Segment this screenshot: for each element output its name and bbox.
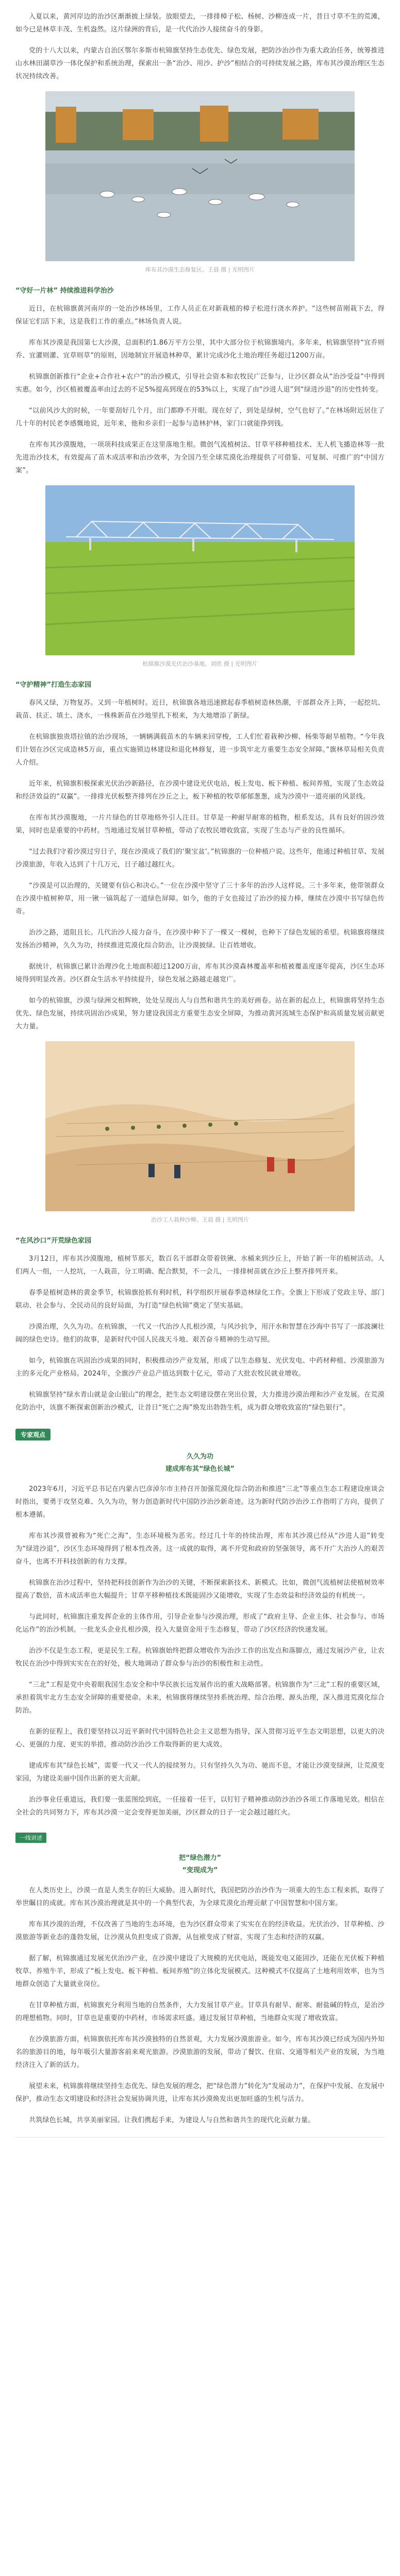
section-guard-spirit xyxy=(15,679,385,1224)
expert-title-line: 建成库布其“绿色长城” xyxy=(165,1465,235,1473)
wetland-birds-photo xyxy=(45,91,355,261)
paragraph: 展望未来，杭锦旗将继续坚持生态优先、绿色发展的理念，把“绿色潜力”转化为“发展动力”，在保护中发展、在发展中保护，推动生态文明建设和经济社会发展协调共进，让库布其沙漠焕发出更加旺盛的生机与活力。 xyxy=(15,2082,385,2103)
paragraph: 近日，在杭锦旗黄河南岸的一处治沙林场里，工作人员正在对新栽植的樟子松进行浇水养护。“这些树苗刚栽下去，得保证它们活下来，这是我们工作的重点。”林场负责人说。 xyxy=(15,305,385,326)
paragraph: 治沙事业任重道远，我们要一张蓝图绘到底，一任接着一任干，以钉钉子精神推动防沙治沙各项工作落地见效。相信在全社会的共同努力下，库布其沙漠一定会变得更加美丽，沙区群众的日子一定会越过越红火。 xyxy=(15,1796,385,1817)
expert-section xyxy=(15,1422,385,1819)
paragraph: 杭锦旗在治沙过程中，坚持把科技创新作为治沙的关键，不断探索新技术、新模式。比如，微创气流植树法使植树效率提高了数倍，苗木成活率也大幅提升；甘草平移种植技术既能固沙又能增收，实现了生态效益和经济效益的有机统一。 xyxy=(15,1579,385,1600)
section-heading: “守好一片林” 持续推进科学治沙 xyxy=(15,287,114,295)
paragraph: 春风又绿，万物复苏。又到一年植树时。近日，杭锦旗各地迅速掀起春季植树造林热潮，干部群众齐上阵，一起挖坑、栽苗、扶正、填土、浇水，一株株新苗在沙地里扎下根来，为大地增添了新绿。 xyxy=(15,699,385,720)
paragraph: 治沙不仅是生态工程，更是民生工程。杭锦旗始终把群众增收作为治沙工作的出发点和落脚点，通过发展沙产业，让农牧民在治沙中得到实实在在的好处，极大地调动了群众参与治沙的积极性和主动性。 xyxy=(15,1647,385,1668)
section-windsand xyxy=(15,1235,385,1414)
paragraph: 共筑绿色长城，共享美丽家园。让我们携起手来，为建设人与自然和谐共生的现代化贡献力量。 xyxy=(29,2116,315,2124)
expert-title-line: 久久为功 xyxy=(186,1453,213,1461)
paragraph: 库布其沙漠是我国第七大沙漠，总面积约1.86万平方公里，其中大部分位于杭锦旗境内。多年来，杭锦旗坚持“宜乔则乔、宜灌则灌、宜草则草”的原则，因地制宜开展造林种草，累计完成沙化土地治理任务超过1200万亩。 xyxy=(15,339,385,360)
paragraph: “过去我们守着沙漠过穷日子，现在沙漠成了我们的‘聚宝盆’。”杭锦旗的一位种植户说。这些年，他通过种植甘草、发展沙漠旅游，年收入达到了十几万元，日子越过越红火。 xyxy=(15,848,385,869)
paragraph: “三北”工程是党中央着眼我国生态安全和中华民族长远发展作出的重大战略部署。杭锦旗作为“三北”工程的重要区域，承担着筑牢北方生态安全屏障的重要使命。未来，杭锦旗将继续坚持系统治理、综合治理、源头治理，深入推进荒漠化综合防治。 xyxy=(15,1681,385,1715)
paragraph: 沙漠治理，久久为功。在杭锦旗，一代又一代治沙人扎根沙漠，与风沙抗争，用汗水和智慧在沙海中书写了一部波澜壮阔的绿色史诗。他们的故事，是新时代中国人民战天斗地、艰苦奋斗精神的生动写照。 xyxy=(15,1323,385,1344)
paragraph: 据统计，杭锦旗已累计治理沙化土地面积超过1200万亩，库布其沙漠森林覆盖率和植被覆盖度逐年提高，沙区生态环境得到明显改善。沙区群众生活水平持续提升，绿色发展之路越走越宽广。 xyxy=(15,963,385,984)
paragraph: 杭锦旗创新推行“企业+合作社+农户”的治沙模式，引导社会资本和农牧民广泛参与，让沙区群众从“治沙受益”中得到实惠。如今，沙区植被覆盖率由过去的不足5%提高到现在的53%以上，实现了由“沙进人退”到“绿进沙退”的历史性转变。 xyxy=(15,373,385,394)
paragraph: 在人类历史上，沙漠一直是人类生存的巨大威胁。进入新时代，我国把防沙治沙作为一项重大的生态工程来抓，取得了举世瞩目的成就。库布其沙漠治理就是其中的一个典型代表，为全球荒漠化治理贡献了中国智慧和中国方案。 xyxy=(15,1887,385,1907)
paragraph: 在新的征程上，我们要坚持以习近平新时代中国特色社会主义思想为指导，深入贯彻习近平生态文明思想，以更大的决心、更强的力度、更实的举措，推动防沙治沙工作取得新的更大成效。 xyxy=(15,1728,385,1749)
desert-planting-photo xyxy=(45,1041,355,1211)
paragraph: 与此同时，杭锦旗注重发挥企业的主体作用，引导企业参与沙漠治理，形成了“政府主导、企业主体、社会参与、市场化运作”的治沙机制。一批龙头企业扎根沙漠，投入大量资金用于生态修复，带动了沙区经济的快速发展。 xyxy=(15,1613,385,1634)
irrigation-field-photo xyxy=(45,485,355,655)
paragraph: 在甘草种植方面，杭锦旗充分利用当地的自然条件，大力发展甘草产业。甘草具有耐旱、耐寒、耐盐碱的特点，是治沙的理想植物。同时，甘草也是重要的中药材，市场需求旺盛。通过发展甘草种植，当地群众实现了增收致富。 xyxy=(15,2002,385,2022)
paragraph: 杭锦旗坚持“绿水青山就是金山银山”的理念，把生态文明建设摆在突出位置，大力推进沙漠治理和沙产业发展。在荒漠化防治中，该旗不断探索创新治沙模式，让昔日“死亡之海”焕发出勃勃生机，成为群众增收致富的“绿色银行”。 xyxy=(15,1391,385,1412)
paragraph: 3月12日，库布其沙漠腹地，植树节那天，数百名干部群众带着铁锹、水桶来到沙丘上，开始了新一年的植树活动。人们两人一组，一人挖坑，一人栽苗，分工明确、配合默契，不一会儿，一排排树苗就在沙丘上整齐排列开来。 xyxy=(15,1255,385,1276)
paragraph: 入夏以来，黄河岸边的治沙区渐渐披上绿装。放眼望去，一排排樟子松、杨树、沙柳连成一片，昔日寸草不生的荒滩，如今已是林草丰茂、生机盎然。这片绿洲的背后，是一代代治沙人接续奋斗的身影。 xyxy=(15,13,385,33)
photo-caption: 治沙工人栽种沙柳。王晨 摄 | 光明图片 xyxy=(151,1216,249,1223)
paragraph: 如今，杭锦旗在巩固治沙成果的同时，积极推动沙产业发展，形成了以生态修复、光伏发电、中药材种植、沙漠旅游为主的多元化产业格局。2024年，全旗沙产业总产值达到数十亿元，带动了大批农牧民就业增收。 xyxy=(15,1357,385,1378)
paragraph: 如今的杭锦旗，沙漠与绿洲交相辉映，处处呈现出人与自然和谐共生的美好画卷。站在新的起点上，杭锦旗将坚持生态优先、绿色发展，持续巩固治沙成果，努力建设我国北方重要生态安全屏障，为推动黄河流域生态保护和高质量发展贡献更大力量。 xyxy=(15,997,385,1030)
paragraph: 在库布其沙漠腹地，一项项科技成果正在这里落地生根。微创气流植树法、甘草平移种植技术、无人机飞播造林等一批先进治沙技术，有效提高了苗木成活率和治沙效率，为全国乃至全球荒漠化治理提供了可借鉴、可复制、可推广的“中国方案”。 xyxy=(15,441,385,474)
paragraph: 库布其沙漠曾被称为“死亡之海”，生态环境极为恶劣。经过几十年的持续治理，库布其沙漠已经从“沙进人退”转变为“绿进沙退”，沙区生态环境得到了根本性改善。这一成就的取得，离不开党和政府的坚强领导，离不开广大治沙人的艰苦奋斗，也离不开科技创新的有力支撑。 xyxy=(15,1532,385,1566)
paragraph: 近年来，杭锦旗积极探索光伏治沙新路径，在沙漠中建设光伏电站，板上发电、板下种植、板间养殖，实现了生态效益和经济效益的“双赢”。一排排光伏板整齐排列在沙丘之上，板下种植的牧草郁郁葱葱，成为沙漠中一道亮丽的风景线。 xyxy=(15,780,385,801)
paragraph: 建成库布其“绿色长城”，需要一代又一代人的接续努力。只有坚持久久为功、驰而不息，才能让沙漠变绿洲，让荒漠变家园，为建设美丽中国作出新的更大贡献。 xyxy=(15,1762,385,1783)
commentary-title-line: “变现成为” xyxy=(182,1867,218,1874)
paragraph: 在杭锦旗独贵塔拉镇的治沙现场，一辆辆满载苗木的车辆来回穿梭，工人们忙着栽种沙柳、杨柴等耐旱植物。“今年我们计划在沙区完成造林5万亩，重点实施锁边林建设和退化林修复，进一步筑牢北方重要生态安全屏障。”旗林草局相关负责人介绍。 xyxy=(15,733,385,767)
expert-badge: 专家观点 xyxy=(15,1429,51,1440)
paragraph: 春季是植树造林的黄金季节，杭锦旗抢抓有利时机，科学组织开展春季造林绿化工作。全旗上下形成了党政主导、部门联动、社会参与、全民动员的良好局面，为打造“绿色杭锦”奠定了坚实基础。 xyxy=(15,1289,385,1310)
commentary-section xyxy=(15,1827,385,2127)
section-heading: “在风沙口”开荒绿色家园 xyxy=(15,1237,92,1245)
commentary-title-line: 把“绿色潜力” xyxy=(178,1854,222,1862)
commentary-label: 一线讲述 xyxy=(15,1833,46,1843)
paragraph: 库布其沙漠的治理，不仅改善了当地的生态环境，也为沙区群众带来了实实在在的经济收益。光伏治沙、甘草种植、沙漠旅游等新业态的蓬勃发展，让沙漠从负担变成了资源，从包袱变成了财富，实现了生态和经济的双赢。 xyxy=(15,1921,385,1941)
paragraph: 在库布其沙漠腹地，一片片绿色的甘草地格外引人注目。甘草是一种耐旱耐寒的植物，根系发达，具有良好的固沙效果，同时也是重要的中药材。当地通过发展甘草种植，带动了农牧民增收致富，实现了生态与产业的良性循环。 xyxy=(15,814,385,835)
paragraph: “以前风沙大的时候，一年要刮好几个月，出门都睁不开眼。现在好了，到处是绿树，空气也好了。”在林场附近居住了几十年的村民老李感慨地说，近年来，他和乡亲们一起参与造林护林，家门口就能挣到钱。 xyxy=(15,407,385,428)
photo-caption: 杭锦旗沙漠光伏治沙基地。刘欣 摄 | 光明图片 xyxy=(142,660,258,667)
paragraph: 在沙漠旅游方面，杭锦旗依托库布其沙漠独特的自然景观，大力发展沙漠旅游业。如今，库布其沙漠已经成为国内外知名的旅游目的地，每年吸引大量游客前来观光旅游。沙漠旅游的发展，带动了餐饮、住宿、交通等相关产业的发展，为当地经济注入了新的活力。 xyxy=(15,2036,385,2069)
paragraph: “沙漠是可以治理的，关键要有信心和决心。”一位在沙漠中坚守了三十多年的治沙人这样说。三十多年来，他带领群众在沙漠中植树种草，用一锹一镐筑起了一道绿色屏障。如今，他的子女也接过了治沙的接力棒，继续在沙漠中书写绿色传奇。 xyxy=(15,882,385,916)
paragraph: 治沙之路，道阻且长。几代治沙人接力奋斗，在沙漠中种下了一棵又一棵树，也种下了绿色发展的希望。杭锦旗将继续发扬治沙精神，久久为功，持续推进荒漠化综合防治，让沙漠披绿、让百姓增收。 xyxy=(15,929,385,950)
section-keep-forest xyxy=(15,285,385,668)
paragraph: 2023年6月，习近平总书记在内蒙古巴彦淖尔市主持召开加强荒漠化综合防治和推进“三北”等重点生态工程建设座谈会时指出，要勇于攻坚克难、久久为功，努力创造新时代中国防沙治沙新奇迹。这为新时代防沙治沙工作指明了方向，提供了根本遵循。 xyxy=(15,1485,385,1519)
paragraph: 党的十八大以来，内蒙古自治区鄂尔多斯市杭锦旗坚持生态优先、绿色发展，把防沙治沙作为重大政治任务，统筹推进山水林田湖草沙一体化保护和系统治理，探索出一条“治沙、用沙、护沙”相结合的可持续发展之路，库布其沙漠治理区生态状况持续改善。 xyxy=(15,47,385,80)
commentary-title xyxy=(15,1852,385,1877)
paragraph: 据了解，杭锦旗通过发展光伏治沙产业，在沙漠中建设了大规模的光伏电站，既能发电又能固沙，还能在光伏板下种植牧草、养殖牛羊，形成了“板上发电、板下种植、板间养殖”的立体化发展模式。这种模式不仅提高了土地利用效率，也为当地群众创造了大量就业岗位。 xyxy=(15,1955,385,1988)
expert-title xyxy=(15,1451,385,1476)
photo-caption: 库布其沙漠生态修复区。王晨 摄 | 光明图片 xyxy=(145,266,255,273)
section-heading: “守护精神”打造生态家园 xyxy=(15,681,92,689)
bottom-divider xyxy=(15,2137,385,2138)
intro-section xyxy=(15,10,385,274)
